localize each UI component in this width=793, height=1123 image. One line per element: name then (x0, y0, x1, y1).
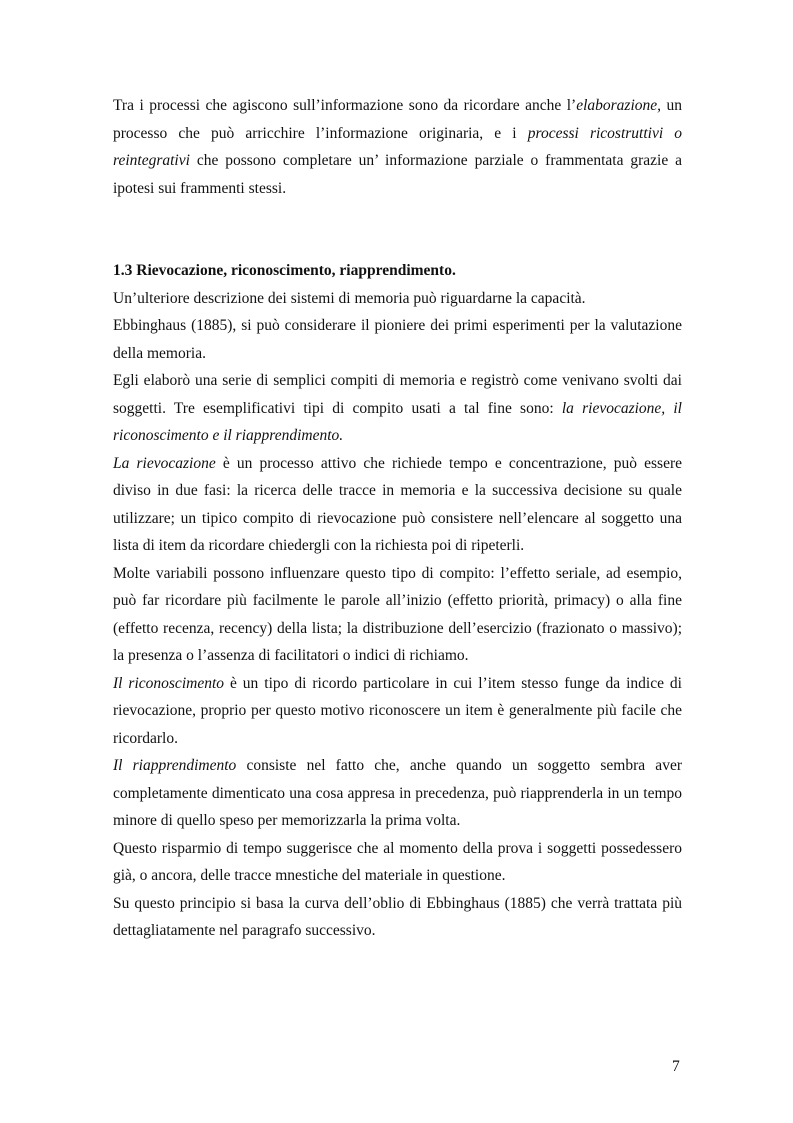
intro-italic-elaborazione: elaborazione, (576, 97, 662, 114)
paragraph-variables: Molte variabili possono influenzare questo tipo di compito: l’effetto seriale, ad esempio, può far ricordare più facilmente le parole all’inizio (effetto priorità, primacy) o alla fine (effetto recenza, recency) della lista; la distribuzione dell’esercizio (frazionato o massivo); la presenza o l’assenza di facilitatori o indici di richiamo. (113, 564, 682, 664)
rievocazione-text: è un processo attivo che richiede tempo e concentrazione, può essere diviso in due fasi: la ricerca delle tracce in memoria e la successiva decisione su quale utilizzare; un tipico compito di rievocazione può consistere nell’elencare al soggetto una lista di item da ricordare chiedergli con la richiesta poi di ripeterli. (113, 454, 683, 554)
riconoscimento-term: Il riconoscimento (113, 674, 224, 692)
paragraph-ebbinghaus: Ebbinghaus (1885), si può considerare il pioniere dei primi esperimenti per la valutazione della memoria. (113, 317, 682, 362)
intro-paragraph (113, 92, 682, 202)
intro-text-1: Tra i processi che agiscono sull’informazione sono da ricordare anche l’ (113, 97, 577, 114)
page-number: 7 (672, 1058, 680, 1075)
paragraph-savings: Questo risparmio di tempo suggerisce che al momento della prova i soggetti possedessero già, o ancora, delle tracce mnestiche del materiale in questione. (113, 839, 682, 884)
section-heading: 1.3 Rievocazione, riconoscimento, riapprendimento. (113, 262, 456, 279)
paragraph-riconoscimento (113, 670, 682, 753)
document-page (113, 92, 682, 945)
paragraph-capacity: Un’ulteriore descrizione dei sistemi di memoria può riguardarne la capacità. (113, 289, 586, 307)
tasks-italic: la rievocazione, il riconoscimento e il riapprendimento. (113, 399, 682, 444)
riapprendimento-term: Il riapprendimento (113, 757, 237, 774)
intro-text-2: un processo che può arricchire l’informazione originaria, e i (113, 97, 683, 142)
intro-italic-processi: processi ricostruttivi o reintegrativi (113, 124, 683, 169)
paragraph-riapprendimento (113, 752, 682, 835)
rievocazione-term: La rievocazione (113, 454, 216, 472)
paragraph-rievocazione (113, 450, 682, 560)
riapprendimento-text: consiste nel fatto che, anche quando un soggetto sembra aver completamente dimenticato una cosa appresa in precedenza, può riapprenderla in un tempo minore di quello speso per memorizzarla la prima volta. (113, 757, 682, 829)
paragraph-tasks (113, 367, 682, 450)
riconoscimento-text: è un tipo di ricordo particolare in cui l’item stesso funge da indice di rievocazione, proprio per questo motivo riconoscere un item è generalmente più facile che ricordarlo. (113, 674, 682, 747)
intro-text-3: che possono completare un’ informazione parziale o frammentata grazie a ipotesi sui frammenti stessi. (113, 152, 682, 197)
paragraph-forgetting-curve: Su questo principio si basa la curva dell’oblio di Ebbinghaus (1885) che verrà trattata più dettagliatamente nel paragrafo successivo. (113, 894, 682, 939)
tasks-text: Egli elaborò una serie di semplici compiti di memoria e registrò come venivano svolti dai soggetti. Tre esemplificativi tipi di compito usati a tal fine sono: (113, 372, 682, 417)
